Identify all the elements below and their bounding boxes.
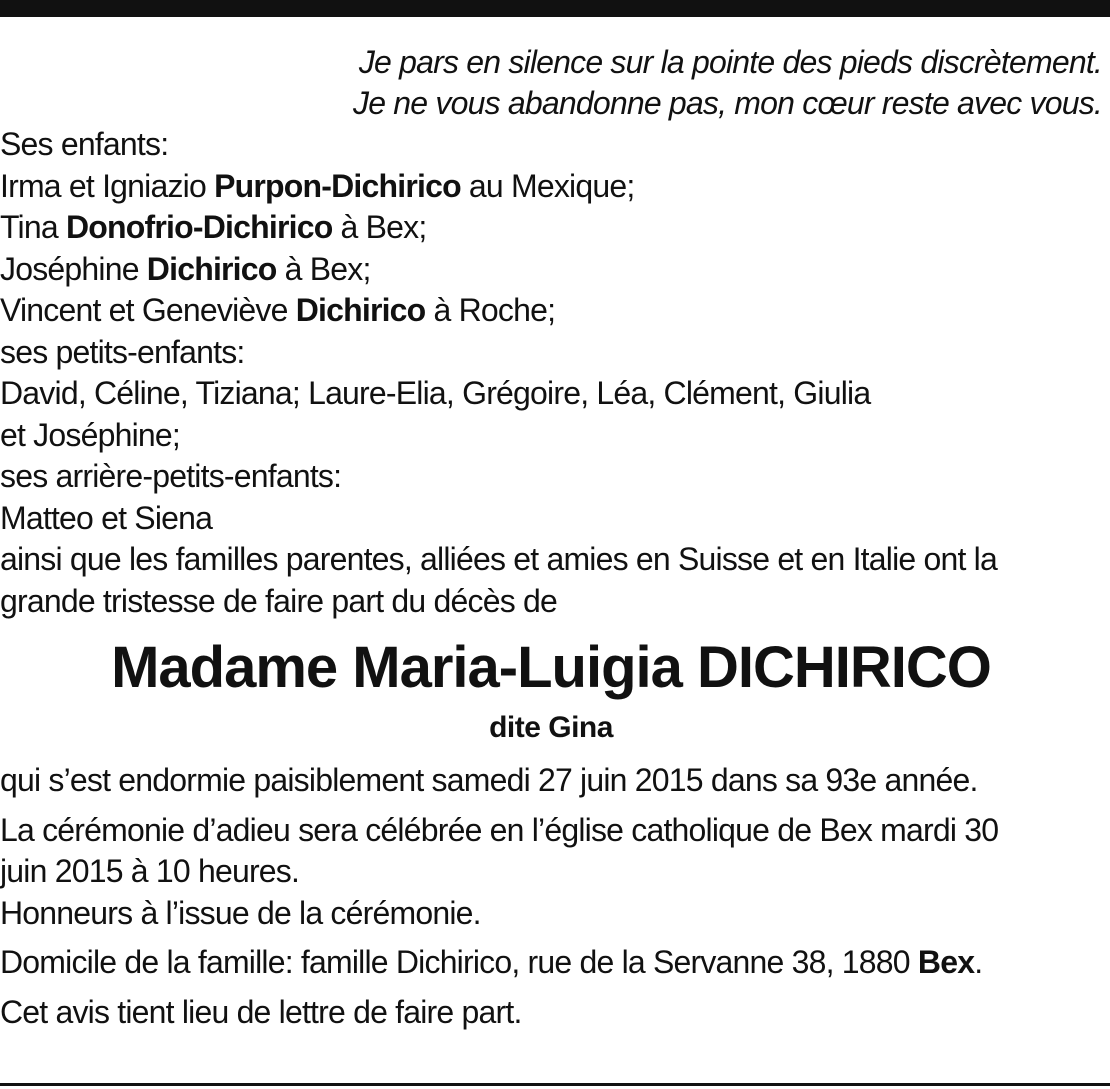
child-location: au Mexique; [460, 167, 635, 204]
bottom-border-rule [0, 1083, 1110, 1086]
child-surname: Dichirico [295, 292, 426, 328]
child-surname: Donofrio-Dichirico [65, 209, 333, 245]
child-location: à Bex; [332, 209, 427, 245]
announcement-line: ainsi que les familles parentes, alliées et amies en Suisse et en Italie ont la [0, 541, 997, 577]
family-list [0, 124, 1102, 622]
great-grandchildren-names: Matteo et Siena [0, 499, 213, 536]
domicile-text: Domicile de la famille: famille Dichirico, rue de la Servanne 38, 1880 [0, 944, 918, 980]
child-entry [0, 249, 1102, 291]
domicile-town: Bex [917, 944, 975, 980]
top-border-bar [0, 0, 1110, 17]
child-location: à Roche; [425, 292, 556, 328]
passing-statement: qui s’est endormie paisiblement samedi 27 juin 2015 dans sa 93e année. [0, 762, 978, 798]
ceremony-line: juin 2015 à 10 heures. [0, 853, 300, 889]
child-entry [0, 290, 1102, 332]
child-given-names: Tina [0, 209, 66, 245]
child-given-names: Vincent et Geneviève [0, 292, 296, 328]
grandchildren-heading: ses petits-enfants: [0, 333, 245, 370]
great-grandchildren-heading: ses arrière-petits-enfants: [0, 458, 342, 494]
closing-note: Cet avis tient lieu de lettre de faire part. [0, 993, 522, 1030]
ceremony-details [0, 760, 1102, 1033]
announcement-line: grande tristesse de faire part du décès de [0, 582, 557, 619]
epigraph-line: Je ne vous abandonne pas, mon cœur reste avec vous. [353, 85, 1102, 121]
epigraph [0, 42, 1102, 124]
deceased-name: Madame Maria-Luigia DICHIRICO [111, 635, 991, 700]
ceremony-line: La cérémonie d’adieu sera célébrée en l’église catholique de Bex mardi 30 [0, 811, 999, 848]
child-given-names: Joséphine [0, 250, 147, 287]
child-entry [0, 207, 1102, 249]
domicile-end: . [974, 944, 983, 980]
child-given-names: Irma et Igniazio [0, 167, 215, 204]
deceased-alias: dite Gina [489, 711, 613, 744]
child-entry [0, 166, 1102, 208]
domicile-line [0, 942, 1102, 984]
epigraph-line: Je pars en silence sur la pointe des pieds discrètement. [358, 44, 1102, 80]
child-surname: Purpon-Dichirico [214, 167, 461, 204]
obituary-notice [0, 42, 1102, 1033]
children-heading: Ses enfants: [0, 126, 169, 162]
child-surname: Dichirico [146, 250, 277, 287]
child-location: à Bex; [276, 250, 371, 287]
honours-line: Honneurs à l’issue de la cérémonie. [0, 894, 481, 931]
grandchildren-line: et Joséphine; [0, 416, 180, 453]
grandchildren-line: David, Céline, Tiziana; Laure-Elia, Grégoire, Léa, Clément, Giulia [0, 375, 871, 411]
